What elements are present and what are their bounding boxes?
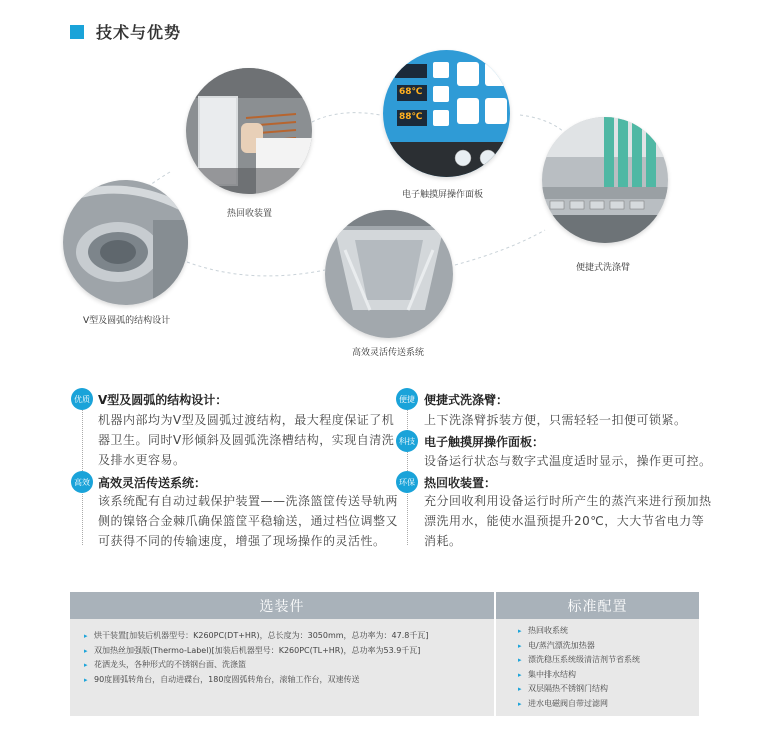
caption-spray-arm: 便捷式洗涤臂 <box>576 263 631 273</box>
configuration-panel <box>70 592 699 716</box>
feature-body <box>98 410 398 470</box>
heat-recovery-photo <box>186 68 312 194</box>
v-design-photo <box>63 180 188 305</box>
feature-title: 热回收装置： <box>424 476 497 490</box>
title-marker <box>70 25 84 39</box>
feature-diagram <box>0 60 768 365</box>
feature-line: 可获得不同的传输速度，增强了现场操作的灵活性。 <box>98 534 386 548</box>
list-item: ▸ 集中排水结构 <box>518 668 640 683</box>
feature-line: 该系统配有自动过载保护装置——洗涤篮筐传送导轨两 <box>98 494 399 508</box>
feature-line: 机器内部均为V型及圆弧过渡结构，最大程度保证了机 <box>98 413 395 427</box>
badge-efficiency: 高效 <box>71 471 93 493</box>
feature-line: 设备运行状态与数字式温度适时显示，操作更可控。 <box>424 454 712 468</box>
caption-v-design: V型及圆弧的结构设计 <box>83 316 171 326</box>
list-item: ▸ 双层隔热不锈钢门结构 <box>518 682 640 697</box>
caption-heat-recovery: 热回收装置 <box>227 209 273 219</box>
list-item: ▸ 进水电磁阀自带过滤网 <box>518 697 640 712</box>
badge-convenience: 便捷 <box>396 388 418 410</box>
optional-header: 选装件 <box>70 592 494 619</box>
feature-title: 便捷式洗涤臂： <box>424 393 509 407</box>
panel-temp-1: 68℃ <box>399 87 423 97</box>
feature-line: 器卫生。同时V形倾斜及圆弧洗涤槽结构，实现自清洗 <box>98 433 395 447</box>
feature-line: 侧的镍铬合金棘爪确保篮筐平稳输送，通过档位调整又 <box>98 514 399 528</box>
list-item: ▸ 电/蒸汽漂洗加热器 <box>518 639 640 654</box>
feature-body <box>424 451 714 471</box>
feature-line: 消耗。 <box>424 534 462 548</box>
feature-title: V型及圆弧的结构设计： <box>98 393 228 407</box>
optional-list <box>84 629 429 687</box>
list-item: ▸ 双加热丝加强版(Thermo-Label)[加装后机器型号：K260PC(TL+HR)，总功率为53.9千瓦] <box>84 644 429 659</box>
feature-line: 及排水更容易。 <box>98 453 186 467</box>
list-item: ▸ 花洒龙头，各种形式的不锈钢台面、洗涤篮 <box>84 658 429 673</box>
badge-technology: 科技 <box>396 430 418 452</box>
list-item: ▸ 90度圆弧转角台，自动进碟台，180度圆弧转角台，滚轴工作台，双速传送 <box>84 673 429 688</box>
feature-body <box>424 410 714 430</box>
feature-title: 高效灵活传送系统： <box>98 476 207 490</box>
standard-list <box>518 624 640 711</box>
feature-body <box>424 491 714 551</box>
list-item: ▸ 热回收系统 <box>518 624 640 639</box>
conveyor-photo <box>325 210 453 338</box>
feature-line: 充分回收利用设备运行时所产生的蒸汽来进行预加热 <box>424 494 712 508</box>
section-title: 技术与优势 <box>96 23 182 42</box>
list-item: ▸ 漂洗稳压系统级清洁剂节省系统 <box>518 653 640 668</box>
spray-arm-photo <box>542 117 668 243</box>
feature-title: 电子触摸屏操作面板： <box>424 435 545 449</box>
caption-conveyor: 高效灵活传送系统 <box>352 348 425 358</box>
section-header <box>70 20 181 43</box>
touch-panel-photo <box>383 50 510 177</box>
feature-line: 漂洗用水，能使水温预提升20℃，大大节省电力等 <box>424 514 705 528</box>
badge-quality: 优质 <box>71 388 93 410</box>
feature-line: 上下洗涤臂拆装方便，只需轻轻一扣便可锁紧。 <box>424 413 687 427</box>
feature-body <box>98 491 398 551</box>
list-item: ▸ 烘干装置[加装后机器型号：K260PC(DT+HR)，总长度为：3050mm，总功率为：47.8千瓦] <box>84 629 429 644</box>
badge-eco: 环保 <box>396 471 418 493</box>
caption-touch-panel: 电子触摸屏操作面板 <box>402 190 484 200</box>
panel-temp-2: 88℃ <box>399 112 423 122</box>
standard-header: 标准配置 <box>496 592 699 619</box>
features-section <box>0 385 768 555</box>
